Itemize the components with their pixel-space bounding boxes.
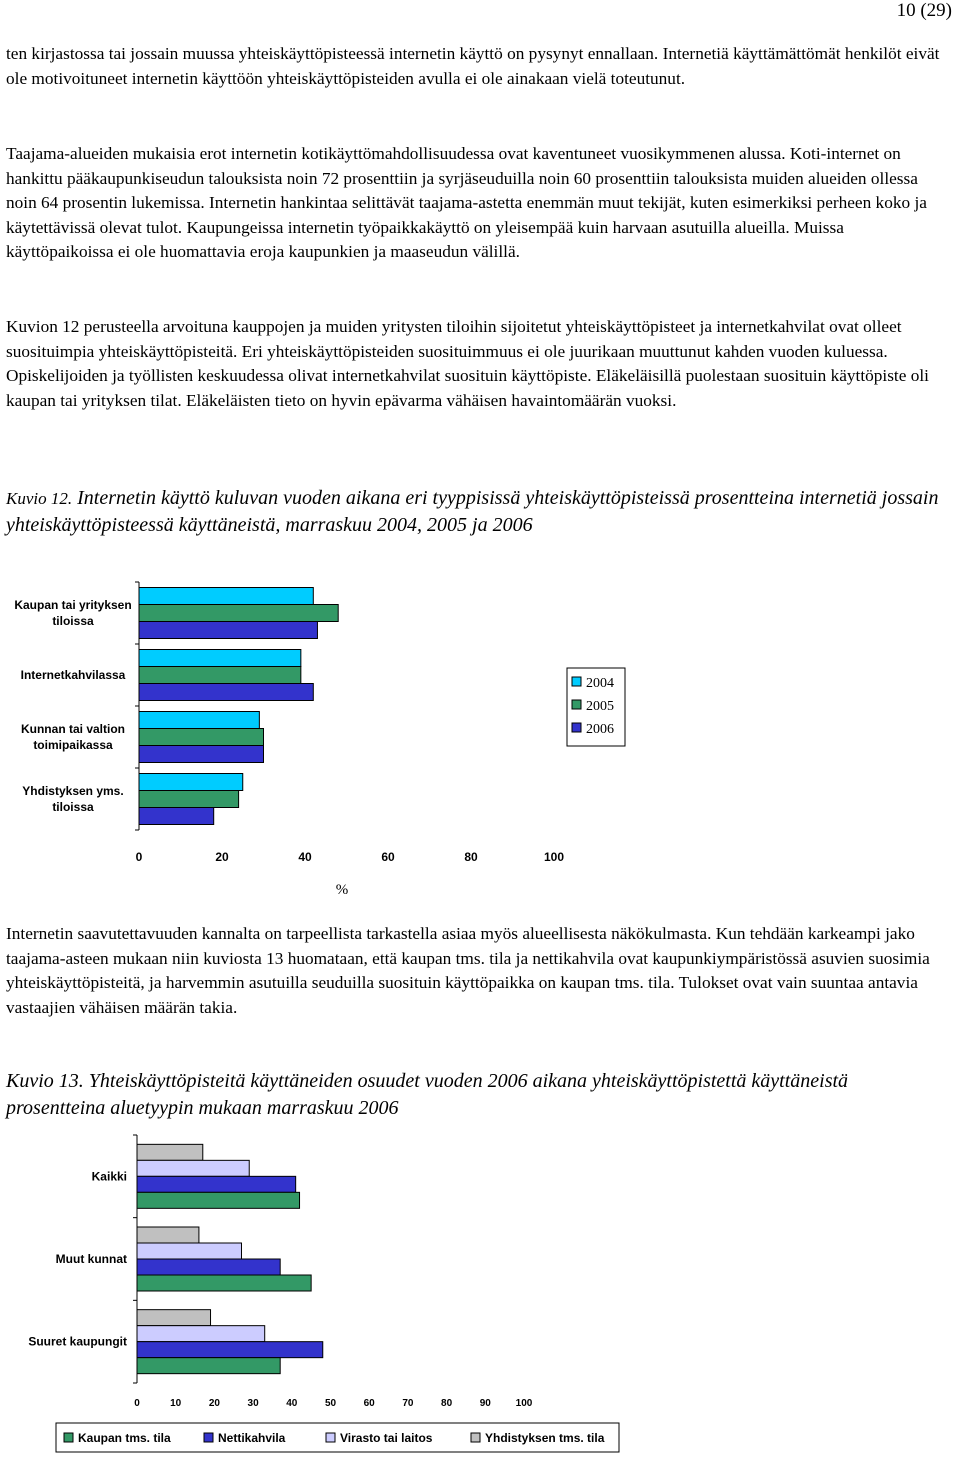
chart-kuvio-12: [0, 570, 960, 900]
x-tick-label: 50: [324, 1398, 337, 1409]
category-label: Kunnan tai valtion toimipaikassa: [20, 722, 126, 752]
figure-12-caption-text: Internetin käyttö kuluvan vuoden aikana eri tyyppisissä yhteiskäyttöpisteissä prosentteina internetiä jossain yhteiskäyttöpisteessä käyttäneistä, marraskuu 2004, 2005 ja 2006: [6, 487, 939, 536]
bar-Nettikahvila-0: [137, 1176, 296, 1192]
bar-2006-2: [139, 746, 264, 763]
x-tick-label: 20: [208, 1398, 220, 1409]
legend-label-2005: 2005: [586, 699, 614, 714]
legend-label-2004: 2004: [586, 676, 614, 691]
bar-2006-0: [139, 622, 317, 639]
x-tick-label: 40: [298, 850, 312, 864]
bar-2006-3: [139, 808, 214, 825]
bar-Virasto tai laitos-2: [137, 1326, 265, 1342]
x-tick-label: 30: [247, 1398, 259, 1409]
x-tick-label: 100: [543, 850, 565, 864]
x-tick-label: 0: [134, 1398, 140, 1409]
legend-swatch-0: [64, 1433, 73, 1442]
legend-label-2: Virasto tai laitos: [340, 1431, 433, 1445]
category-label: Kaikki: [91, 1169, 127, 1184]
bar-Virasto tai laitos-1: [137, 1243, 241, 1259]
legend-swatch-2005: [572, 700, 581, 709]
x-tick-label: 0: [135, 850, 143, 864]
legend-swatch-2: [326, 1433, 335, 1442]
legend-label-0: Kaupan tms. tila: [78, 1431, 171, 1445]
x-tick-label: 70: [402, 1398, 414, 1409]
bar-Nettikahvila-2: [137, 1342, 323, 1358]
bar-2004-1: [139, 650, 301, 667]
bar-2006-1: [139, 684, 313, 701]
bar-Virasto tai laitos-0: [137, 1160, 249, 1176]
legend-label-3: Yhdistyksen tms. tila: [485, 1431, 605, 1445]
x-tick-label: 90: [479, 1398, 491, 1409]
category-label: Kaupan tai yrityksen tiloissa: [14, 598, 132, 628]
category-label: Muut kunnat: [55, 1252, 127, 1266]
chart-kuvio-13: [0, 1125, 960, 1460]
bar-Yhdistyksen tms. tila-2: [137, 1310, 211, 1326]
category-label: Internetkahvilassa: [20, 668, 126, 682]
x-tick-label: 80: [441, 1398, 453, 1409]
paragraph-1: ten kirjastossa tai jossain muussa yhteiskäyttöpisteessä internetin käyttö on pysynyt ennallaan. Internetiä käyttämättömät henkilöt eivät ole motivoituneet internetin käyttöön yhteiskäyttöpisteiden avulla ei ole ainakaan vielä toteutunut.: [6, 44, 940, 88]
paragraph-2: Taajama-alueiden mukaisia erot internetin kotikäyttömahdollisuudessa ovat kaventuneet vuosikymmenen alussa. Koti-internet on hankittu pääkaupunkiseudun talouksista noin 72 prosenttiin ja syrjäseuduilla noin 60 prosenttiin talouksista muiden alueiden ollessa noin 64 prosentin lukemissa. Internetin hankintaa selittävät taajama-astetta enemmän muut tekijät, kuten esimerkiksi perheen koko ja käytettävissä olevat tulot. Kaupungeissa internetin työpaikkakäyttö on yleisempää kuin harvaan asutuilla alueilla. Muissa käyttöpaikoissa ei ole huomattavia eroja kaupunkien ja maaseudun välillä.: [6, 144, 927, 262]
bar-Nettikahvila-1: [137, 1259, 280, 1275]
bar-2005-1: [139, 667, 301, 684]
x-tick-label: 60: [363, 1398, 375, 1409]
legend-swatch-2006: [572, 723, 581, 732]
bar-2004-2: [139, 712, 259, 729]
paragraph-3: Kuvion 12 perusteella arvoituna kauppojen ja muiden yritysten tiloihin sijoitetut yhteiskäyttöpisteet ja internetkahvilat ovat olleet suosituimpia yhteiskäyttöpisteitä. Eri yhteiskäyttöpisteiden suosituimmuus ei ole juurikaan muuttunut kahden vuoden kuluessa. Opiskelijoiden ja työllisten keskuudessa olivat internetkahvilat suosituin käyttöpiste. Eläkeläisillä puolestaan suosituin käyttöpiste oli kaupan tai yrityksen tilat. Eläkeläisten tieto on hyvin epävarma vähäisen havaintomäärän vuoksi.: [6, 317, 929, 410]
bar-Kaupan tms. tila-0: [137, 1192, 300, 1208]
bar-Yhdistyksen tms. tila-1: [137, 1227, 199, 1243]
figure-12-caption-lead: Kuvio 12.: [6, 489, 73, 508]
bar-2005-2: [139, 729, 264, 746]
legend-swatch-2004: [572, 677, 581, 686]
bar-Kaupan tms. tila-1: [137, 1275, 311, 1291]
bar-Yhdistyksen tms. tila-0: [137, 1144, 203, 1160]
x-tick-label: 10: [170, 1398, 182, 1409]
figure-12-caption: [6, 485, 952, 539]
bar-2005-0: [139, 605, 338, 622]
figure-13-caption: Kuvio 13. Yhteiskäyttöpisteitä käyttäneiden osuudet vuoden 2006 aikana yhteiskäyttöpistettä käyttäneistä prosentteina aluetyypin mukaan marraskuu 2006: [6, 1070, 849, 1119]
legend-label-1: Nettikahvila: [218, 1431, 286, 1445]
category-label: Suuret kaupungit: [28, 1334, 127, 1349]
bar-2004-3: [139, 774, 243, 791]
page-number: 10 (29): [896, 0, 952, 21]
bar-2004-0: [139, 588, 313, 605]
x-tick-label: 40: [286, 1398, 298, 1409]
bar-Kaupan tms. tila-2: [137, 1358, 280, 1374]
legend-label-2006: 2006: [586, 722, 614, 737]
x-axis-unit-label: %: [335, 882, 349, 898]
x-tick-label: 20: [215, 850, 229, 864]
x-tick-label: 100: [515, 1398, 533, 1409]
category-label: Yhdistyksen yms. tiloissa: [22, 784, 124, 814]
x-tick-label: 80: [464, 850, 478, 864]
x-tick-label: 60: [381, 850, 395, 864]
legend-swatch-3: [471, 1433, 480, 1442]
bar-2005-3: [139, 791, 239, 808]
paragraph-4: Internetin saavutettavuuden kannalta on tarpeellista tarkastella asiaa myös alueellisesta näkökulmasta. Kun tehdään karkeampi jako taajama-asteen mukaan niin kuviosta 13 huomataan, että kaupan tms. tila ja nettikahvila ovat kaupunkiympäristössä asuvien suosimia yhteiskäyttöpisteitä, ja harvemmin asutuilla seuduilla suosituin käyttöpaikka on kaupan tms. tila. Tulokset ovat vain suuntaa antavia vastaajien vähäisen määrän takia.: [6, 924, 930, 1017]
legend-swatch-1: [204, 1433, 213, 1442]
